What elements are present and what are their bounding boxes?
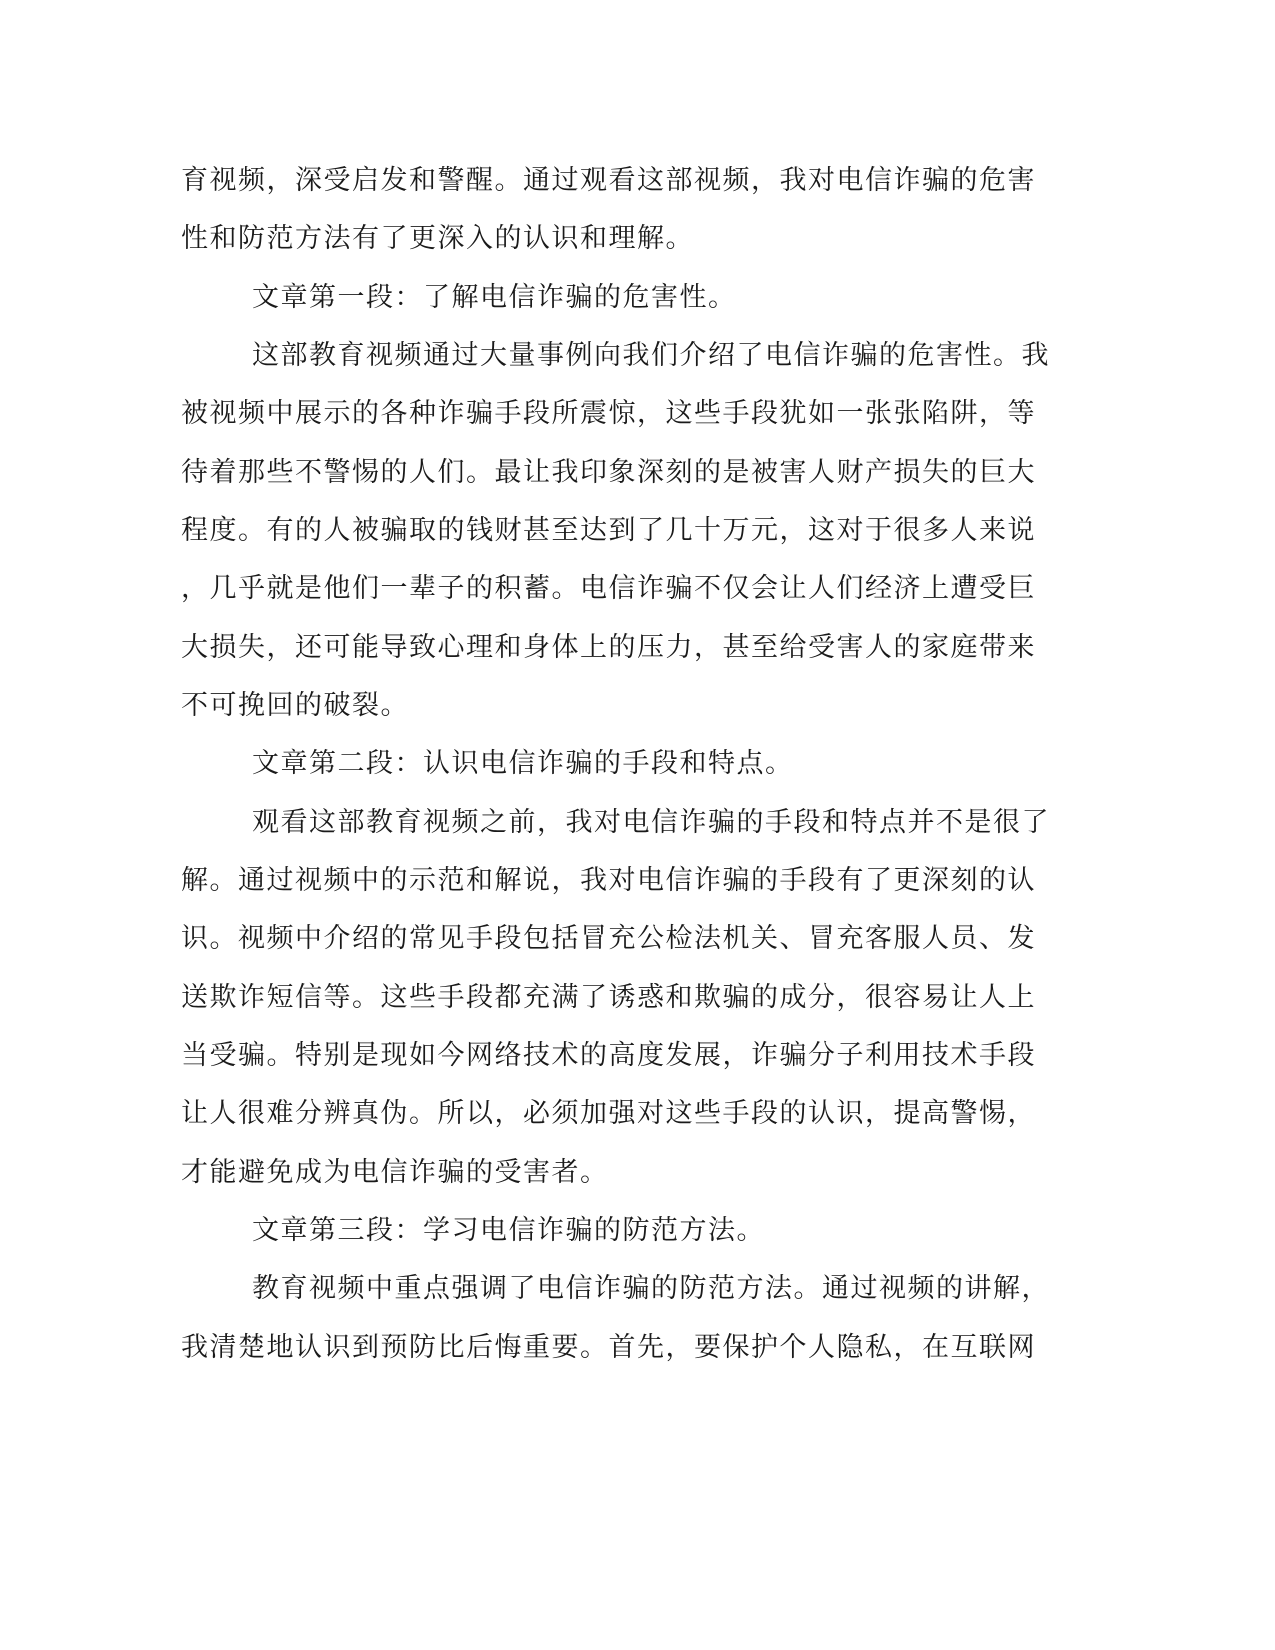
text-line-9: 大损失，还可能导致心理和身体上的压力，甚至给受害人的家庭带来 xyxy=(181,632,1036,663)
text-line-4: 这部教育视频通过大量事例向我们介绍了电信诈骗的危害性。我 xyxy=(252,340,1050,371)
text-line-5: 被视频中展示的各种诈骗手段所震惊，这些手段犹如一张张陷阱，等 xyxy=(181,398,1036,429)
section-heading-1: 文章第一段：了解电信诈骗的危害性。 xyxy=(252,282,737,313)
text-line-10: 不可挽回的破裂。 xyxy=(181,690,409,721)
text-line-8: ，几乎就是他们一辈子的积蓄。电信诈骗不仅会让人们经济上遭受巨 xyxy=(181,573,1036,604)
text-line-20: 教育视频中重点强调了电信诈骗的防范方法。通过视频的讲解， xyxy=(252,1273,1050,1304)
text-line-14: 识。视频中介绍的常见手段包括冒充公检法机关、冒充客服人员、发 xyxy=(181,923,1036,954)
text-line-6: 待着那些不警惕的人们。最让我印象深刻的是被害人财产损失的巨大 xyxy=(181,457,1036,488)
text-line-2: 性和防范方法有了更深入的认识和理解。 xyxy=(181,223,694,254)
text-line-1: 育视频，深受启发和警醒。通过观看这部视频，我对电信诈骗的危害 xyxy=(181,165,1036,196)
section-heading-2: 文章第二段：认识电信诈骗的手段和特点。 xyxy=(252,748,794,779)
text-line-15: 送欺诈短信等。这些手段都充满了诱惑和欺骗的成分，很容易让人上 xyxy=(181,982,1036,1013)
text-line-17: 让人很难分辨真伪。所以，必须加强对这些手段的认识，提高警惕， xyxy=(181,1098,1036,1129)
text-line-7: 程度。有的人被骗取的钱财甚至达到了几十万元，这对于很多人来说 xyxy=(181,515,1036,546)
text-line-12: 观看这部教育视频之前，我对电信诈骗的手段和特点并不是很了 xyxy=(252,807,1050,838)
section-heading-3: 文章第三段：学习电信诈骗的防范方法。 xyxy=(252,1215,765,1246)
text-line-21: 我清楚地认识到预防比后悔重要。首先，要保护个人隐私，在互联网 xyxy=(181,1332,1036,1363)
text-line-18: 才能避免成为电信诈骗的受害者。 xyxy=(181,1157,609,1188)
text-line-13: 解。通过视频中的示范和解说，我对电信诈骗的手段有了更深刻的认 xyxy=(181,865,1036,896)
text-line-16: 当受骗。特别是现如今网络技术的高度发展，诈骗分子利用技术手段 xyxy=(181,1040,1036,1071)
